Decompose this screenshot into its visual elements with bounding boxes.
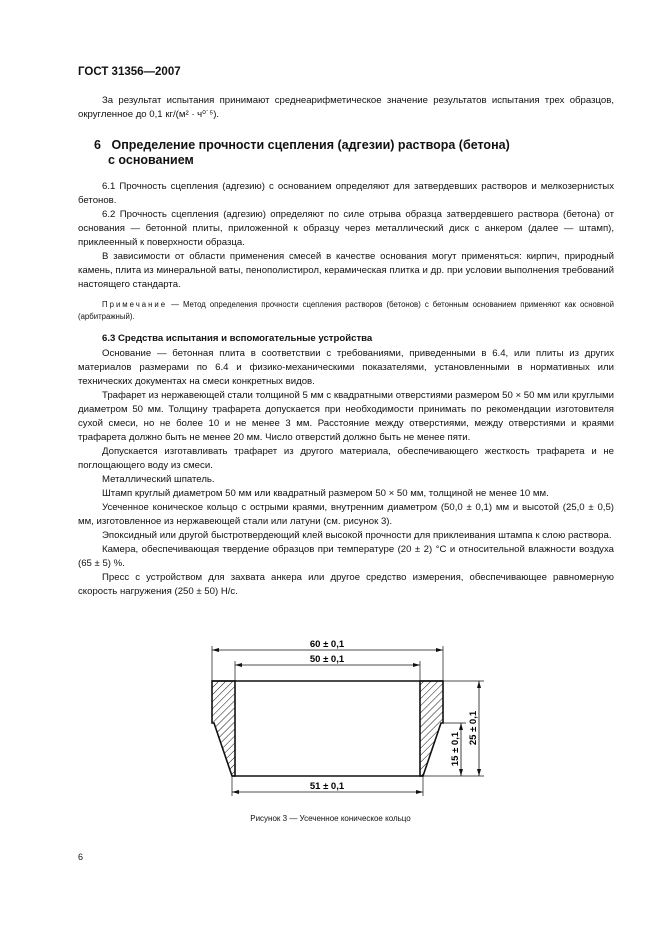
- dim-top-outer-label: 60 ± 0,1: [309, 639, 345, 650]
- equipment-list: [78, 347, 614, 599]
- section-6-body: [78, 180, 614, 292]
- equipment-item: Трафарет из нержавеющей стали толщиной 5 мм с квадратными отверстиями размером 50 × 50 мм или круглыми диаметром 50 мм. Толщину трафарета допускается при необходимости принимать по рекомендации изготовителя сухой смеси, но не более 10 и не менее 3 мм. Расстояние между отверстиями, между отверстиями и краями трафарета должно быть не менее 20 мм. Число отверстий должно быть не менее пяти.: [78, 390, 614, 443]
- arrow-head: [477, 769, 481, 776]
- note-block: [78, 299, 614, 323]
- section-title-line1: Определение прочности сцепления (адгезии) раствора (бетона): [111, 138, 510, 152]
- paragraph-6-2: 6.2 Прочность сцепления (адгезию) определяют по силе отрыва образца затвердевшего раствора (бетона) от основания — бетонной плиты, приложенной к образцу через металлический диск с анкером (далее — штамп), приклеенный к поверхности образца.: [78, 209, 614, 248]
- dim-height-lower-label: 15 ± 0,1: [450, 731, 461, 767]
- section-title-line2: с основанием: [108, 153, 194, 167]
- dim-bottom-label: 51 ± 0,1: [309, 781, 345, 792]
- equipment-item: Металлический шпатель.: [102, 474, 215, 485]
- arrow-head: [413, 663, 420, 667]
- dim-height-total-label: 25 ± 0,1: [468, 710, 479, 746]
- arrow-head: [235, 663, 242, 667]
- arrow-head: [232, 790, 239, 794]
- paragraph-6-1: 6.1 Прочность сцепления (адгезию) с основанием определяют для затвердевших растворов и мелкозернистых бетонов.: [78, 181, 614, 206]
- section-number: 6: [94, 138, 101, 152]
- arrow-head: [212, 648, 219, 652]
- equipment-item: Допускается изготавливать трафарет из другого материала, обеспечивающего жесткость трафарета и не поглощающего воду из смеси.: [78, 446, 614, 471]
- equipment-item: Эпоксидный или другой быстротвердеющий клей высокой прочности для приклеивания штампа к слою раствора.: [102, 530, 612, 541]
- note-text: — Метод определения прочности сцепления растворов (бетонов) с бетонным основанием применяют как основной (арбитражный).: [78, 300, 614, 321]
- figure-caption: Рисунок 3 — Усеченное коническое кольцо: [250, 814, 411, 823]
- equipment-item: Усеченное коническое кольцо с острыми краями, внутренним диаметром (50,0 ± 0,1) мм и высотой (25,0 ± 0,5) мм, изготовленное из нержавеющей стали или латуни (см. рисунок 3).: [78, 502, 614, 527]
- arrow-head: [416, 790, 423, 794]
- equipment-item: Основание — бетонная плита в соответствии с требованиями, приведенными в 6.4, или плиты из других материалов размерами по 6.4 и физико-механическими показателями, установленными в нормативных или технических документах на смеси конкретных видов.: [78, 348, 614, 387]
- equipment-item: Камера, обеспечивающая твердение образцов при температуре (20 ± 2) °С и относительной влажности воздуха (65 ± 5) %.: [78, 544, 614, 569]
- arrow-head: [459, 769, 463, 776]
- ring-left-wall: [212, 681, 235, 776]
- section-6-title: [94, 138, 564, 168]
- dim-top-inner-label: 50 ± 0,1: [309, 654, 345, 665]
- ring-drawing: [200, 636, 500, 813]
- document-header: ГОСТ 31356—2007: [78, 66, 181, 78]
- equipment-item: Штамп круглый диаметром 50 мм или квадратный размером 50 × 50 мм, толщиной не менее 10 мм.: [102, 488, 549, 499]
- page-number: 6: [78, 852, 84, 862]
- subsection-6-3-title: 6.3 Средства испытания и вспомогательные устройства: [102, 333, 373, 344]
- note-label: Примечание: [102, 300, 168, 309]
- arrow-head: [477, 681, 481, 688]
- ring-right-wall: [420, 681, 443, 776]
- paragraph-base-materials: В зависимости от области применения смесей в качестве основания могут применяться: кирпич, природный камень, плита из минеральной ваты, пенополистирол, керамическая плитка и др. при условии выполнения требований настоящего стандарта.: [78, 251, 614, 290]
- intro-paragraph: [78, 94, 614, 122]
- ring-drawing-svg: [200, 636, 500, 808]
- arrow-head: [459, 723, 463, 730]
- equipment-item: Пресс с устройством для захвата анкера или другое средство измерения, обеспечивающее равномерную скорость нагружения (250 ± 50) Н/с.: [78, 572, 614, 597]
- result-paragraph: За результат испытания принимают среднеарифметическое значение результатов испытания трех образцов, округленное до 0,1 кг/(м² · ч⁰˙⁵).: [78, 95, 614, 120]
- arrow-head: [436, 648, 443, 652]
